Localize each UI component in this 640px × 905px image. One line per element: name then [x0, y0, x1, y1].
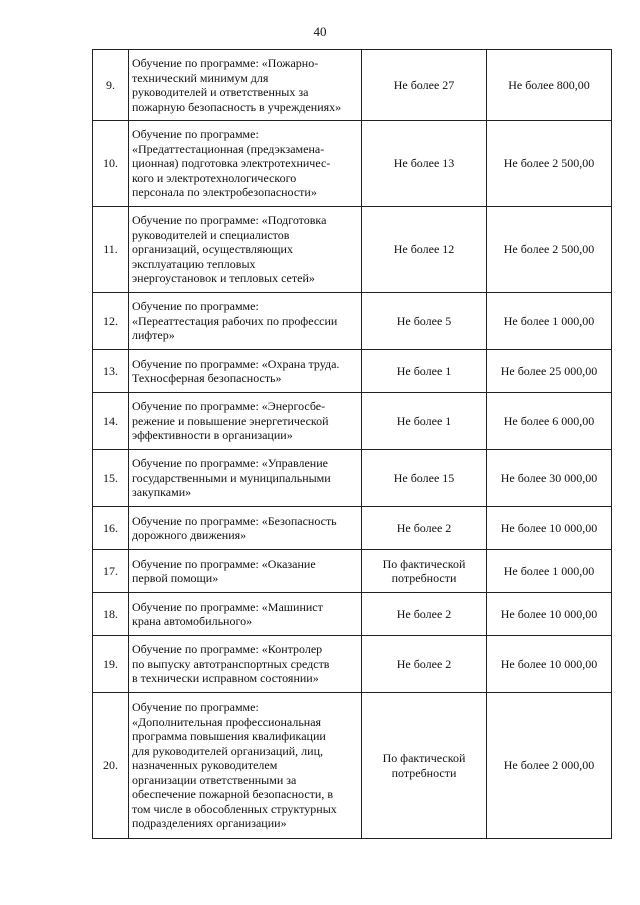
- quantity-line: потребности: [391, 765, 457, 780]
- program-name-line: Обучение по программе: «Оказание: [132, 556, 316, 571]
- program-name-cell: [129, 393, 362, 450]
- quantity-cell: [362, 121, 487, 207]
- program-name-line: Обучение по программе: «Энергосбе-: [132, 399, 326, 414]
- quantity-line: Не более 12: [393, 242, 455, 257]
- quantity-line: Не более 1: [396, 413, 452, 428]
- cost-cell: Не более 1 000,00: [487, 293, 612, 350]
- row-number: 11.: [93, 207, 129, 293]
- program-name-cell: [129, 207, 362, 293]
- program-name-line: лифтер»: [132, 328, 175, 343]
- program-name-line: пожарную безопасность в учреждениях»: [132, 99, 342, 114]
- quantity-line: потребности: [391, 571, 457, 585]
- program-name-line: закупками»: [132, 485, 192, 500]
- program-name-line: Обучение по программе: «Машинист: [132, 599, 323, 614]
- quantity-line: Не более 27: [393, 77, 455, 92]
- row-number: 20.: [93, 693, 129, 839]
- row-number: 19.: [93, 636, 129, 693]
- program-name-line: «Переаттестация рабочих по профессии: [132, 313, 338, 328]
- program-name-line: том числе в обособленных структурных: [132, 801, 337, 816]
- program-name-cell: [129, 450, 362, 507]
- cost-cell: Не более 1 000,00: [487, 550, 612, 593]
- program-name-line: обеспечение пожарной безопасности, в: [132, 787, 334, 802]
- cost-cell: Не более 30 000,00: [487, 450, 612, 507]
- quantity-line: Не более 2: [396, 520, 452, 535]
- program-name-line: Техносферная безопасность»: [132, 371, 282, 385]
- program-name-line: технический минимум для: [132, 70, 269, 85]
- program-name-line: ционная) подготовка электротехничес-: [132, 156, 331, 171]
- program-name-line: эффективности в организации»: [132, 428, 293, 443]
- program-name-line: по выпуску автотранспортных средств: [132, 656, 330, 671]
- cost-cell: Не более 2 500,00: [487, 121, 612, 207]
- program-name-cell: [129, 593, 362, 636]
- quantity-cell: [362, 636, 487, 693]
- quantity-cell: [362, 207, 487, 293]
- row-number: 16.: [93, 507, 129, 550]
- program-name-line: «Предаттестационная (предэкзамена-: [132, 141, 325, 156]
- cost-cell: Не более 10 000,00: [487, 507, 612, 550]
- program-name-line: энергоустановок и тепловых сетей»: [132, 271, 315, 286]
- program-name-line: программа повышения квалификации: [132, 729, 326, 744]
- program-name-line: Обучение по программе:: [132, 127, 259, 142]
- program-name-cell: [129, 636, 362, 693]
- program-name-line: организации ответственными за: [132, 772, 297, 787]
- program-name-line: государственными и муниципальными: [132, 470, 331, 485]
- row-number: 17.: [93, 550, 129, 593]
- cost-cell: Не более 6 000,00: [487, 393, 612, 450]
- quantity-line: Не более 13: [393, 156, 455, 171]
- program-name-line: первой помощи»: [132, 571, 219, 585]
- row-number: 9.: [93, 50, 129, 121]
- program-name-line: Обучение по программе:: [132, 700, 259, 715]
- program-name-cell: [129, 350, 362, 393]
- program-name-line: организаций, осуществляющих: [132, 242, 293, 257]
- quantity-line: По фактической: [382, 556, 466, 571]
- program-name-line: назначенных руководителем: [132, 758, 278, 773]
- quantity-line: Не более 2: [396, 606, 452, 621]
- quantity-cell: [362, 693, 487, 839]
- table-row: [93, 693, 612, 839]
- program-name-cell: [129, 550, 362, 593]
- program-name-line: режение и повышение энергетической: [132, 413, 329, 428]
- page-number: 40: [313, 24, 327, 39]
- table-row: [93, 121, 612, 207]
- quantity-cell: [362, 350, 487, 393]
- table-row: [93, 593, 612, 636]
- table-row: [93, 350, 612, 393]
- program-name-line: крана автомобильного»: [132, 614, 253, 628]
- training-costs-table: [92, 49, 612, 839]
- program-name-line: руководителей и специалистов: [132, 227, 290, 242]
- table-row: [93, 393, 612, 450]
- program-name-line: Обучение по программе: «Подготовка: [132, 213, 327, 228]
- quantity-cell: [362, 450, 487, 507]
- cost-cell: Не более 10 000,00: [487, 636, 612, 693]
- row-number: 18.: [93, 593, 129, 636]
- table-row: [93, 550, 612, 593]
- program-name-line: в технически исправном состоянии»: [132, 671, 319, 686]
- quantity-line: По фактической: [382, 751, 466, 765]
- program-name-cell: [129, 50, 362, 121]
- program-name-line: Обучение по программе: «Охрана труда.: [132, 356, 340, 371]
- quantity-line: Не более 15: [393, 470, 455, 485]
- quantity-line: Не более 2: [396, 656, 452, 671]
- program-name-cell: [129, 293, 362, 350]
- program-name-line: эксплуатацию тепловых: [132, 256, 256, 271]
- cost-cell: Не более 2 500,00: [487, 207, 612, 293]
- program-name-line: Обучение по программе: «Безопасность: [132, 513, 337, 528]
- table-row: [93, 450, 612, 507]
- cost-cell: Не более 25 000,00: [487, 350, 612, 393]
- row-number: 14.: [93, 393, 129, 450]
- table-row: [93, 507, 612, 550]
- program-name-cell: [129, 507, 362, 550]
- row-number: 13.: [93, 350, 129, 393]
- program-name-line: Обучение по программе:: [132, 299, 259, 314]
- quantity-cell: [362, 393, 487, 450]
- quantity-cell: [362, 593, 487, 636]
- program-name-line: для руководителей организаций, лиц,: [132, 743, 324, 758]
- quantity-cell: [362, 507, 487, 550]
- quantity-cell: [362, 293, 487, 350]
- table-body: [93, 50, 612, 839]
- program-name-line: подразделениях организации»: [132, 816, 287, 831]
- quantity-cell: [362, 50, 487, 121]
- program-name-line: кого и электротехнологического: [132, 170, 297, 185]
- program-name-line: дорожного движения»: [132, 528, 247, 542]
- quantity-cell: [362, 550, 487, 593]
- program-name-line: «Дополнительная профессиональная: [132, 714, 322, 729]
- cost-cell: Не более 800,00: [487, 50, 612, 121]
- cost-cell: Не более 2 000,00: [487, 693, 612, 839]
- program-name-line: Обучение по программе: «Управление: [132, 456, 328, 471]
- program-name-line: Обучение по программе: «Контролер: [132, 642, 323, 657]
- table-row: [93, 207, 612, 293]
- table-row: [93, 636, 612, 693]
- quantity-line: Не более 5: [396, 313, 452, 328]
- row-number: 15.: [93, 450, 129, 507]
- cost-cell: Не более 10 000,00: [487, 593, 612, 636]
- program-name-line: персонала по электробезопасности»: [132, 185, 317, 200]
- table-row: [93, 293, 612, 350]
- quantity-line: Не более 1: [396, 363, 452, 378]
- program-name-line: Обучение по программе: «Пожарно-: [132, 56, 319, 70]
- program-name-cell: [129, 121, 362, 207]
- row-number: 12.: [93, 293, 129, 350]
- program-name-line: руководителей и ответственных за: [132, 85, 309, 99]
- table-row: [93, 50, 612, 121]
- row-number: 10.: [93, 121, 129, 207]
- program-name-cell: [129, 693, 362, 839]
